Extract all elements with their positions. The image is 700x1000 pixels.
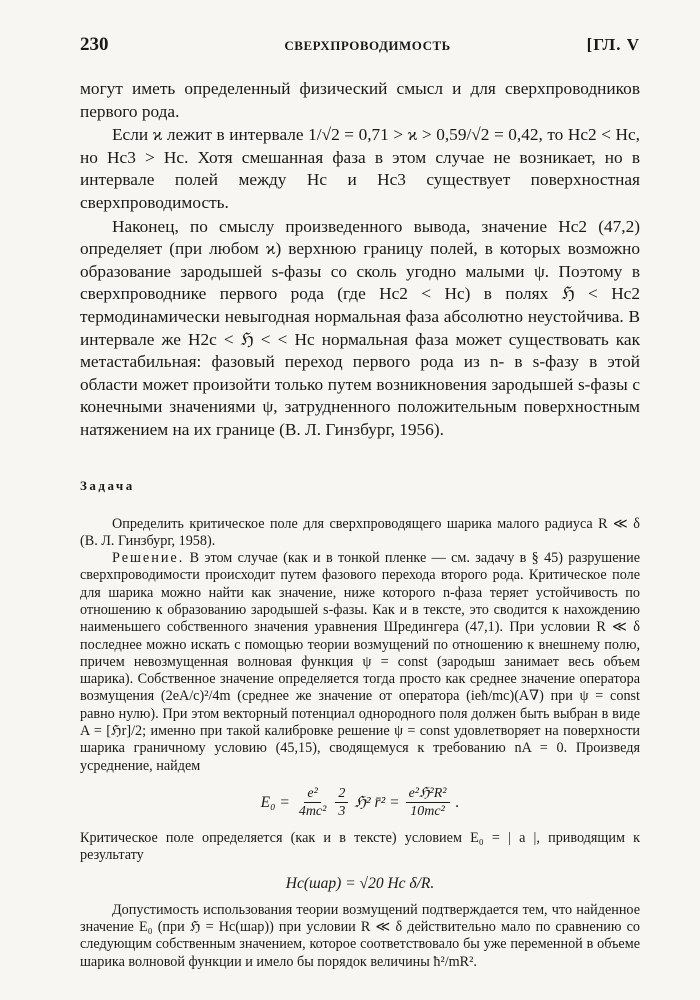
formula-energy <box>80 785 640 820</box>
task-text <box>80 516 640 972</box>
paragraph-3: Наконец, по смыслу произведенного вывода, значение Hc2 (47,2) определяет (при любом ϰ) верхнюю границу полей, в которых возможно образование зародышей s-фазы со сколь угодно малыми ψ. Поэтому в сверхпроводнике первого рода (где Hc2 < Hc) в полях ℌ < Hc2 термодинамически невыгодная нормальная фаза абсолютно неустойчива. В интервале же H2c < ℌ < < Hc нормальная фаза может существовать как метастабильная: фазовый переход первого рода из n- в s-фазу в этой области может произойти только путем возникновения зародышей s-фазы с конечными значениями ψ, затрудненного положительным поверхностным натяжением на их границе (В. Л. Гинзбург, 1956). <box>80 216 640 439</box>
running-title: СВЕРХПРОВОДИМОСТЬ <box>284 38 451 53</box>
solution-text: В этом случае (как и в тонкой пленке — см. задачу в § 45) разрушение сверхпроводимости происходит путем фазового перехода второго рода. Критическое поле для шарика можно найти как значение, ниже которого n-фаза теряет устойчивость по отношению к образованию зародышей s-фазы. Как и в тексте, это сводится к нахождению наименьшего собственного значения уравнения Шредингера (47,1). При условии R ≪ δ последнее можно искать с помощью теории возмущений по отношению к внешнему полю, причем невозмущенная волновая функция ψ = const (зародыш занимает весь объем шарика). Собственное значение определяется тогда просто как среднее значение оператора возмущения (2eA/c)²/4m (среднее же значение от оператора (ieħ/mc)(A∇) при ψ = const равно нулю). При этом векторный потенциал однородного поля должен быть выбран в виде A = [ℌr]/2; именно при такой калибровке решение ψ = const удовлетворяет на поверхности шарика граничному условию (45,15), сводящемуся к требованию nA = 0. Произведя усреднение, найдем <box>80 550 640 774</box>
fraction-2 <box>335 785 348 820</box>
fraction-2-den: 3 <box>338 803 346 819</box>
final-text: Допустимость использования теории возмущений подтверждается тем, что найденное значение E₀ (при ℌ = Hc(шар)) при условии R ≪ δ действительно мало по сравнению со следующим собственным значением, которое соответствовало бы уже переменной в объеме шарика волновой функции и имело бы порядок величины ħ²/mR². <box>80 901 640 970</box>
fraction-2-num: 2 <box>335 785 348 803</box>
fraction-1-den: 4mc² <box>298 803 327 819</box>
main-text <box>80 78 640 442</box>
fraction-3-den: 10mc² <box>410 803 445 819</box>
book-page <box>80 34 640 971</box>
task-solution <box>80 550 640 775</box>
formula-critical-field: Hc(шар) = √20 Hc δ/R. <box>285 874 435 892</box>
formula-middle: ℌ² r̄² = <box>354 793 400 811</box>
fraction-3 <box>406 785 450 820</box>
task-statement: Определить критическое поле для сверхпроводящего шарика малого радиуса R ≪ δ (В. Л. Гинзбург, 1958). <box>80 515 640 549</box>
formula-end: . <box>455 793 460 811</box>
formula-lhs: E₀ = <box>260 793 290 811</box>
mid-text: Критическое поле определяется (как и в тексте) условием E₀ = | a |, приводящим к результату <box>80 829 640 864</box>
fraction-1 <box>296 785 330 820</box>
fraction-3-num: e²ℌ²R² <box>406 785 450 803</box>
page-number: 230 <box>80 34 109 55</box>
paragraph-1: могут иметь определенный физический смысл и для сверхпроводников первого рода. <box>80 79 640 121</box>
solution-label: Решение. <box>112 550 185 567</box>
page-header <box>80 34 640 78</box>
paragraph-2: Если ϰ лежит в интервале 1/√2 = 0,71 > ϰ > 0,59/√2 = 0,42, то Hc2 < Hc, но Hc3 > Hc. Хотя смешанная фаза в этом случае не возникает, но в интервале полей между Hc и Hc3 существует поверхностная сверхпроводимость. <box>80 125 640 212</box>
task-heading: Задача <box>80 477 135 493</box>
fraction-1-num: e² <box>304 785 320 803</box>
chapter-label: [ГЛ. V <box>586 35 640 54</box>
